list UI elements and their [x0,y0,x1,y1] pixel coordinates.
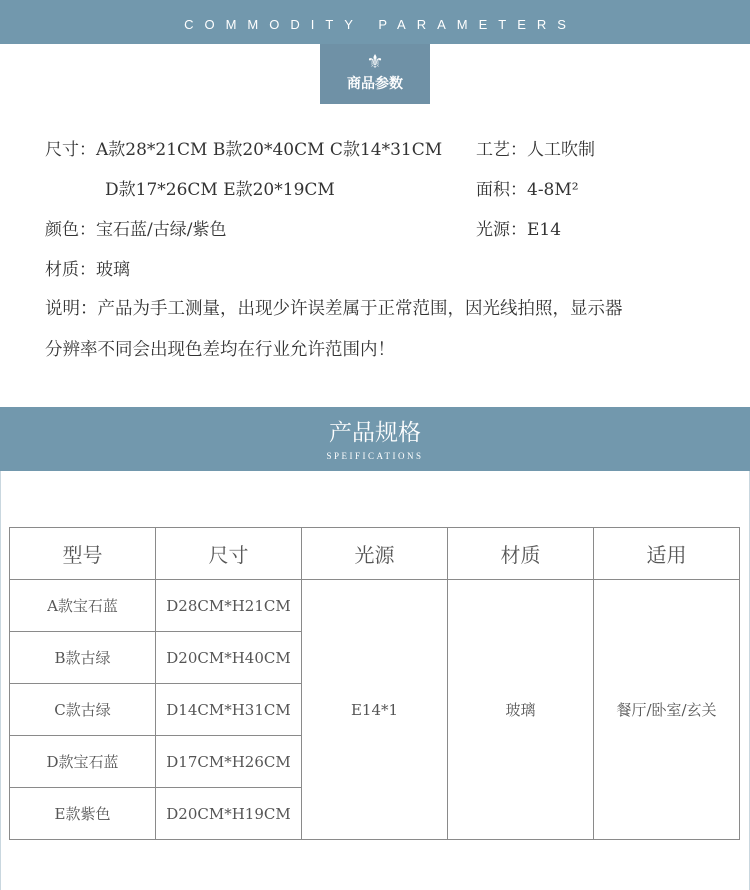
param-size [45,139,442,161]
spec-subtitle: SPEIFICATIONS [326,451,424,461]
area-label: 面积： [476,180,527,200]
model-cell: A款宝石蓝 [10,580,156,632]
size-value-line1: A款28*21CM B款20*40CM C款14*31CM [96,140,443,160]
size-cell: D17CM*H26CM [156,736,302,788]
note-label: 说明： [45,299,98,319]
material-cell: 玻璃 [448,580,594,840]
param-note [45,298,623,320]
light-label: 光源： [476,220,527,240]
header-usage: 适用 [594,528,740,580]
banner-title: COMMODITY PARAMETERS [184,17,577,32]
material-value: 玻璃 [96,260,130,280]
craft-value: 人工吹制 [527,140,595,160]
badge-label: 商品参数 [347,76,403,92]
size-cell: D28CM*H21CM [156,580,302,632]
param-area [476,179,579,201]
note-line2: 分辨率不同会出现色差均在行业允许范围内！ [45,340,395,360]
light-cell: E14*1 [302,580,448,840]
size-value-line2: D款17*26CM E款20*19CM [105,180,335,200]
header-light: 光源 [302,528,448,580]
param-size-line2 [105,179,335,201]
model-cell: B款古绿 [10,632,156,684]
param-color [45,219,226,241]
section-badge [320,44,430,104]
size-cell: D20CM*H40CM [156,632,302,684]
model-cell: D款宝石蓝 [10,736,156,788]
craft-label: 工艺： [476,140,527,160]
color-label: 颜色： [45,220,96,240]
table-header-row [10,528,740,580]
size-cell: D20CM*H19CM [156,788,302,840]
note-line1: 产品为手工测量，出现少许误差属于正常范围，因光线拍照，显示器 [97,299,623,319]
frame-line-left [0,471,1,890]
area-value: 4-8M² [527,180,579,200]
param-material [45,259,130,281]
usage-cell: 餐厅/卧室/玄关 [594,580,740,840]
size-label: 尺寸： [45,140,96,160]
header-model: 型号 [10,528,156,580]
spec-title: 产品规格 [329,420,421,446]
param-note-line2 [45,339,395,361]
header-material: 材质 [448,528,594,580]
table-row [10,580,740,632]
param-craft [476,139,595,161]
material-label: 材质： [45,260,96,280]
size-cell: D14CM*H31CM [156,684,302,736]
top-banner [0,0,750,44]
spec-header [0,407,750,471]
color-value: 宝石蓝/古绿/紫色 [96,220,227,240]
model-cell: C款古绿 [10,684,156,736]
param-light [476,219,561,241]
spec-table [9,527,740,840]
header-size: 尺寸 [156,528,302,580]
light-value: E14 [527,220,562,240]
model-cell: E款紫色 [10,788,156,840]
fleur-de-lis-icon: ⚜ [366,51,384,73]
